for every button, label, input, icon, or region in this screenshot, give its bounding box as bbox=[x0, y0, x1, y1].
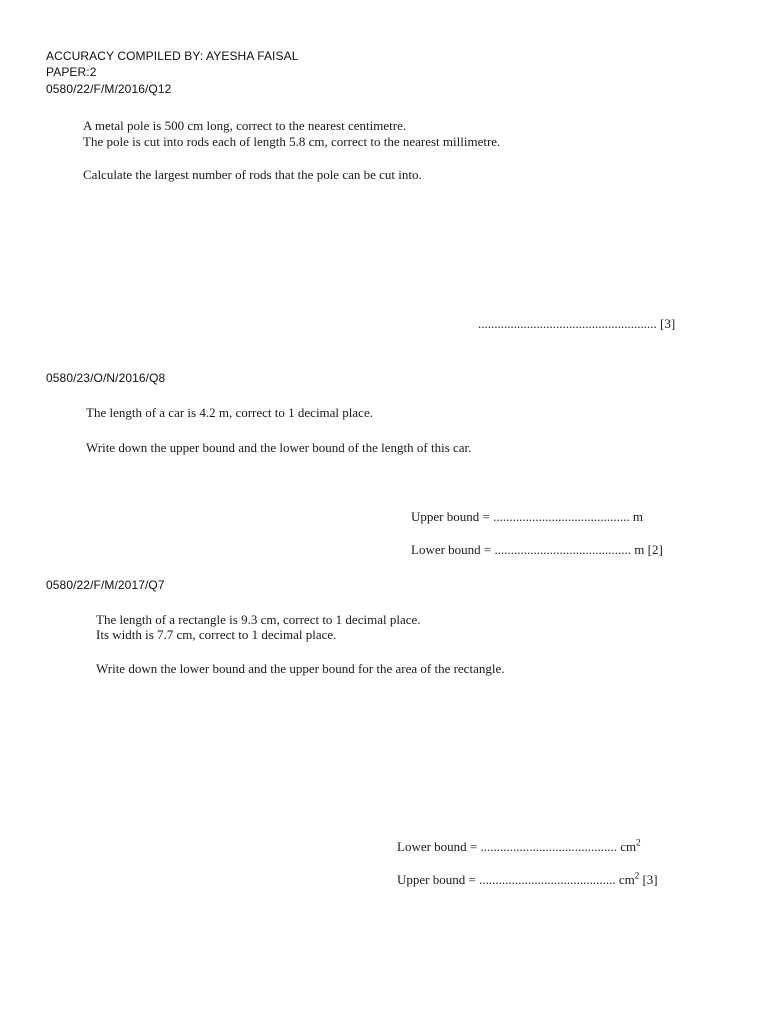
q3-lower-bound-sup: 2 bbox=[636, 837, 641, 848]
q3-upper-bound-unit: cm bbox=[615, 872, 635, 887]
q2-upper-bound-label: Upper bound = bbox=[411, 509, 494, 524]
q2-upper-bound-unit: m bbox=[629, 509, 643, 524]
q2-upper-bound-dots: .......................................... bbox=[493, 509, 630, 524]
q3-line-2: Its width is 7.7 cm, correct to 1 decimal place. bbox=[96, 627, 337, 642]
question-ref-3: 0580/22/F/M/2017/Q7 bbox=[46, 578, 165, 592]
q2-upper-bound-row bbox=[411, 509, 643, 525]
q1-line-1: A metal pole is 500 cm long, correct to the nearest centimetre. bbox=[83, 118, 407, 133]
q3-upper-bound-row bbox=[397, 872, 658, 888]
q1-answer-line: ....................................................... [3] bbox=[478, 316, 676, 331]
q3-upper-bound-label: Upper bound = bbox=[397, 872, 480, 887]
q3-upper-bound-marks: [3] bbox=[639, 872, 658, 887]
question-ref-2: 0580/23/O/N/2016/Q8 bbox=[46, 371, 166, 385]
q3-lower-bound-row bbox=[397, 839, 641, 855]
q2-line-1: The length of a car is 4.2 m, correct to 1 decimal place. bbox=[86, 405, 373, 420]
q2-lower-bound-dots: .......................................... bbox=[494, 542, 632, 557]
q2-line-2: Write down the upper bound and the lower bound of the length of this car. bbox=[86, 440, 472, 455]
q1-line-2: The pole is cut into rods each of length 5.8 cm, correct to the nearest millimetre. bbox=[83, 134, 501, 149]
q3-lower-bound-dots: .......................................... bbox=[480, 839, 618, 854]
q2-lower-bound-label: Lower bound = bbox=[411, 542, 495, 557]
q3-upper-bound-dots: .......................................... bbox=[479, 872, 616, 887]
q3-line-3: Write down the lower bound and the upper bound for the area of the rectangle. bbox=[96, 661, 505, 676]
q2-lower-bound-unit: m [2] bbox=[631, 542, 663, 557]
q1-line-3: Calculate the largest number of rods that the pole can be cut into. bbox=[83, 167, 422, 182]
q3-upper-bound-sup: 2 bbox=[634, 870, 640, 881]
compiled-by-heading: ACCURACY COMPILED BY: AYESHA FAISAL bbox=[46, 49, 299, 63]
paper-label: PAPER:2 bbox=[46, 65, 97, 79]
q3-lower-bound-label: Lower bound = bbox=[397, 839, 481, 854]
question-ref-1: 0580/22/F/M/2016/Q12 bbox=[46, 82, 172, 96]
q3-lower-bound-unit: cm bbox=[617, 839, 637, 854]
q3-line-1: The length of a rectangle is 9.3 cm, correct to 1 decimal place. bbox=[96, 612, 421, 627]
q2-lower-bound-row bbox=[411, 542, 663, 558]
